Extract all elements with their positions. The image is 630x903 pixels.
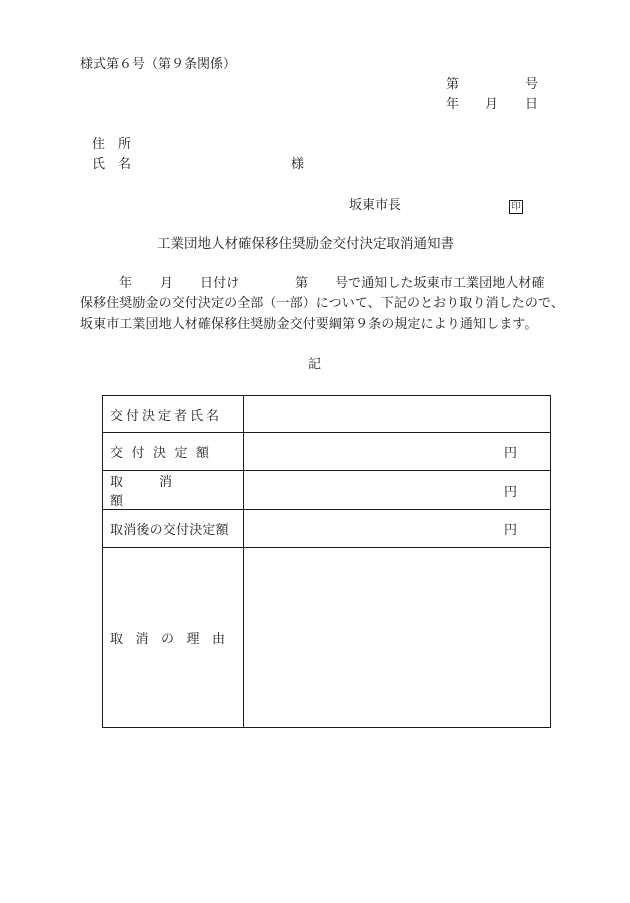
cancellation-table xyxy=(102,395,551,728)
date-day: 日 xyxy=(525,97,539,112)
table-row xyxy=(103,471,551,510)
yen-unit: 円 xyxy=(503,446,517,461)
document-title: 工業団地人材確保移住奨励金交付決定取消通知書 xyxy=(157,236,454,252)
table-row xyxy=(103,433,551,471)
form-number: 様式第６号（第９条関係） xyxy=(80,57,237,72)
reason-cell[interactable] xyxy=(244,548,551,728)
recipient-name-cell[interactable] xyxy=(244,396,551,433)
table-row xyxy=(103,548,551,728)
name-label: 氏 名 xyxy=(92,157,132,172)
body-line1-rest: 号で通知した坂東市工業団地人材確 xyxy=(335,276,545,291)
date-year: 年 xyxy=(446,97,460,112)
body-month: 月 xyxy=(160,276,174,291)
yen-unit: 円 xyxy=(503,484,517,500)
ki-heading: 記 xyxy=(308,357,322,372)
doc-number-go: 号 xyxy=(525,77,539,92)
row-label: 取消額 xyxy=(103,471,244,510)
row-label: 取消後の交付決定額 xyxy=(103,510,244,548)
body-year: 年 xyxy=(119,276,133,291)
row-label: 交付決定者氏名 xyxy=(103,396,244,433)
body-dai: 第 xyxy=(295,276,309,291)
body-line3: 坂東市工業団地人材確保移住奨励金交付要綱第９条の規定により通知します。 xyxy=(80,317,538,332)
row-label: 取消の理由 xyxy=(103,548,244,728)
date-month: 月 xyxy=(485,97,499,112)
issuer-name: 坂東市長 xyxy=(349,198,402,213)
seal-mark xyxy=(509,198,523,214)
body-day: 日付け xyxy=(200,276,240,291)
grant-amount-cell[interactable] xyxy=(244,433,551,471)
honorific: 様 xyxy=(291,157,305,172)
table-row xyxy=(103,396,551,433)
seal-icon: 印 xyxy=(509,200,523,214)
yen-unit: 円 xyxy=(503,523,517,538)
body-line2: 保移住奨励金の交付決定の全部（一部）について、下記のとおり取り消したので、 xyxy=(80,296,564,311)
table-row xyxy=(103,510,551,548)
post-cancel-amount-cell[interactable] xyxy=(244,510,551,548)
row-label: 交付決定額 xyxy=(103,433,244,471)
address-label: 住 所 xyxy=(92,137,132,152)
doc-number-dai: 第 xyxy=(446,77,460,92)
cancel-amount-cell[interactable] xyxy=(244,471,551,510)
